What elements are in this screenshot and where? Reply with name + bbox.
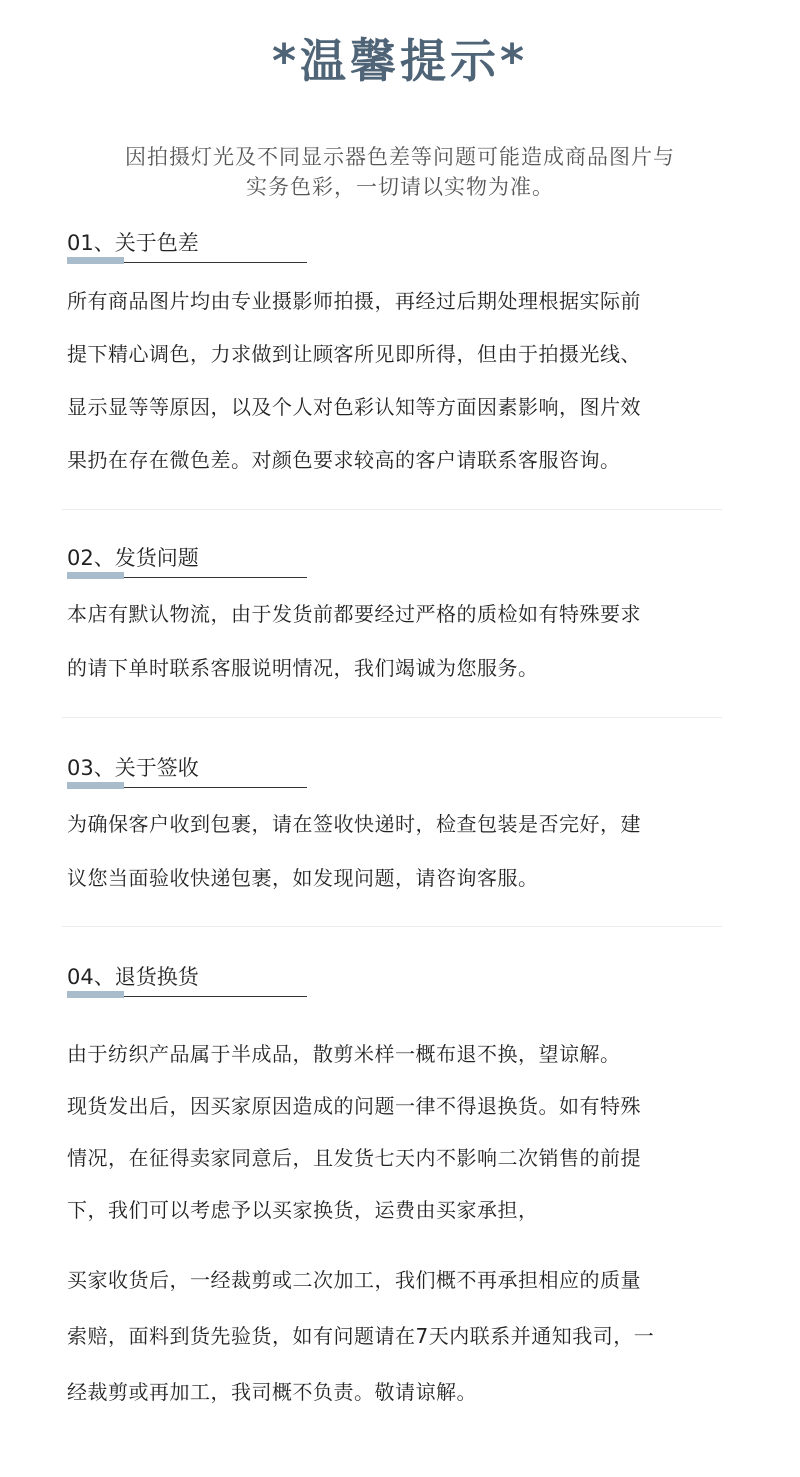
section-heading-label: 01、关于色差	[67, 231, 199, 255]
intro-notice	[60, 142, 740, 202]
heading-accent-bar	[67, 572, 124, 579]
body-line: 提下精心调色，力求做到让顾客所见即所得，但由于拍摄光线、	[67, 342, 641, 366]
section-heading-label: 02、发货问题	[67, 546, 199, 570]
body-line: 由于纺织产品属于半成品，散剪米样一概布退不换，望谅解。	[67, 1042, 621, 1066]
section-heading-shipping	[67, 543, 307, 583]
section-heading-returns	[67, 962, 307, 1002]
heading-accent-bar	[67, 257, 124, 264]
section-body-returns	[67, 1036, 747, 1430]
body-line: 索赔，面料到货先验货，如有问题请在7天内联系并通知我司，一	[67, 1324, 655, 1348]
body-line: 下，我们可以考虑予以买家换货，运费由买家承担，	[67, 1198, 539, 1222]
body-line: 情况，在征得卖家同意后，且发货七天内不影响二次销售的前提	[67, 1146, 641, 1170]
intro-line: 因拍摄灯光及不同显示器色差等问题可能造成商品图片与	[125, 145, 675, 169]
body-line: 买家收货后，一经裁剪或二次加工，我们概不再承担相应的质量	[67, 1268, 641, 1292]
body-line: 果扔在存在微色差。对颜色要求较高的客户请联系客服咨询。	[67, 448, 621, 472]
body-line: 为确保客户收到包裹，请在签收快递时，检查包装是否完好，建	[67, 812, 641, 836]
section-body-color-difference	[67, 283, 747, 495]
body-line: 现货发出后，因买家原因造成的问题一律不得退换货。如有特殊	[67, 1094, 641, 1118]
section-heading-label: 03、关于签收	[67, 756, 199, 780]
section-heading-color-difference	[67, 228, 307, 268]
body-line: 所有商品图片均由专业摄影师拍摄，再经过后期处理根据实际前	[67, 289, 641, 313]
section-heading-label: 04、退货换货	[67, 965, 199, 989]
body-line: 经裁剪或再加工，我司概不负责。敬请谅解。	[67, 1380, 477, 1404]
heading-accent-bar	[67, 991, 124, 998]
heading-accent-bar	[67, 782, 124, 789]
section-divider	[62, 717, 722, 718]
body-line: 的请下单时联系客服说明情况，我们竭诚为您服务。	[67, 656, 539, 680]
section-body-shipping	[67, 596, 747, 704]
page-title: *温馨提示*	[271, 34, 529, 88]
body-line: 议您当面验收快递包裹，如发现问题，请咨询客服。	[67, 866, 539, 890]
section-body-signing	[67, 806, 747, 914]
body-line: 本店有默认物流，由于发货前都要经过严格的质检如有特殊要求	[67, 602, 641, 626]
section-divider	[62, 926, 722, 927]
intro-line: 实务色彩，一切请以实物为准。	[246, 175, 554, 199]
section-divider	[62, 509, 722, 510]
section-heading-signing	[67, 753, 307, 793]
body-line: 显示显等等原因，以及个人对色彩认知等方面因素影响，图片效	[67, 395, 641, 419]
